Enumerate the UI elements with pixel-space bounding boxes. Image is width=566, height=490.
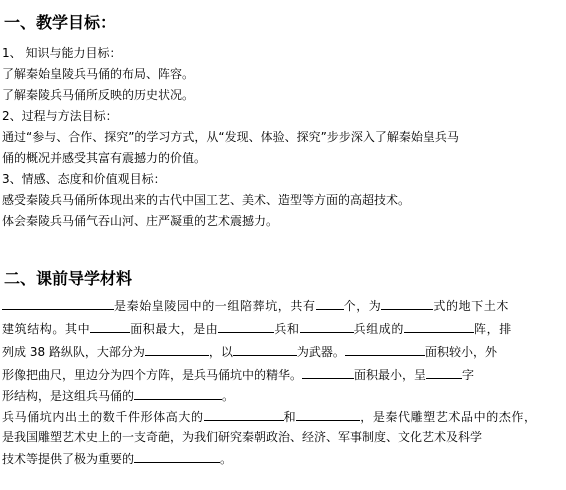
text-segment: 列成 38 路纵队，大部分为 — [2, 345, 145, 359]
text-segment: 式的地下土木 — [433, 299, 510, 313]
text-segment: ，以 — [208, 345, 233, 359]
objective-line: 通过“参与、合作、探究”的学习方式，从“发现、体验、探究”步步深入了解秦始皇兵马 — [2, 130, 459, 144]
text-segment: 面积较小，外 — [424, 345, 497, 359]
objective-line: 感受秦陵兵马俑所体现出来的古代中国工艺、美术、造型等方面的高超技术。 — [2, 193, 411, 207]
text-segment: 建筑结构。其中 — [2, 322, 91, 336]
answer-blank[interactable] — [300, 321, 354, 333]
fill-in-line — [2, 430, 482, 444]
fill-in-line — [2, 298, 509, 313]
section-heading-objectives: 一、教学目标： — [4, 13, 117, 32]
answer-blank[interactable] — [404, 321, 474, 333]
text-segment: 是我国雕塑艺术史上的一支奇葩，为我们研究秦朝政治、经济、军事制度、文化艺术及科学 — [2, 430, 483, 444]
objective-line: 体会秦陵兵马俑气吞山河、庄严凝重的艺术震撼力。 — [2, 214, 279, 228]
answer-blank[interactable] — [204, 409, 284, 421]
text-segment: 面积最小，呈 — [354, 368, 427, 382]
objective-line: 3、情感、态度和价值观目标： — [2, 172, 166, 186]
text-segment: 兵马俑坑内出土的数千件形体高大的 — [2, 410, 204, 424]
text-segment: 。 — [222, 389, 235, 403]
answer-blank[interactable] — [2, 298, 114, 310]
answer-blank[interactable] — [134, 388, 222, 400]
answer-blank[interactable] — [145, 344, 209, 356]
answer-blank[interactable] — [134, 451, 220, 463]
text-segment: 技术等提供了极为重要的 — [2, 452, 135, 466]
answer-blank[interactable] — [296, 409, 360, 421]
answer-blank[interactable] — [302, 367, 354, 379]
text-segment: 和 — [283, 410, 297, 424]
text-segment: 阵，排 — [474, 322, 512, 336]
answer-blank[interactable] — [381, 298, 433, 310]
fill-in-line — [2, 367, 474, 382]
answer-blank[interactable] — [316, 298, 344, 310]
fill-in-line — [2, 388, 234, 403]
text-segment: 形结构，是这组兵马俑的 — [2, 389, 135, 403]
text-segment: 字 — [462, 368, 475, 382]
objective-line: 俑的概况并感受其富有震撼力的价值。 — [2, 151, 207, 165]
text-segment: 个，为 — [343, 299, 382, 313]
objective-line: 1、 知识与能力目标： — [2, 46, 122, 60]
answer-blank[interactable] — [345, 344, 425, 356]
section-heading-prestudy: 二、课前导学材料 — [4, 269, 133, 288]
text-segment: 是秦始皇陵园中的一组陪葬坑，共有 — [114, 299, 316, 313]
fill-in-line — [2, 344, 497, 359]
fill-in-line — [2, 321, 512, 336]
objective-line: 2、过程与方法目标： — [2, 109, 118, 123]
text-segment: 兵组成的 — [353, 322, 405, 336]
text-segment: 形像把曲尺，里边分为四个方阵，是兵马俑坑中的精华。 — [2, 368, 303, 382]
fill-in-line — [2, 409, 537, 424]
text-segment: 兵和 — [274, 322, 300, 336]
text-segment: 面积最大，是由 — [130, 322, 219, 336]
fill-in-line — [2, 451, 232, 466]
answer-blank[interactable] — [218, 321, 274, 333]
objective-line: 了解秦陵兵马俑所反映的历史状况。 — [2, 88, 195, 102]
text-segment: ，是秦代雕塑艺术品中的杰作， — [360, 410, 537, 424]
text-segment: 。 — [220, 452, 233, 466]
answer-blank[interactable] — [426, 367, 462, 379]
objective-line: 了解秦始皇陵兵马俑的布局、阵容。 — [2, 67, 195, 81]
answer-blank[interactable] — [90, 321, 130, 333]
text-segment: 为武器。 — [296, 345, 345, 359]
answer-blank[interactable] — [233, 344, 297, 356]
